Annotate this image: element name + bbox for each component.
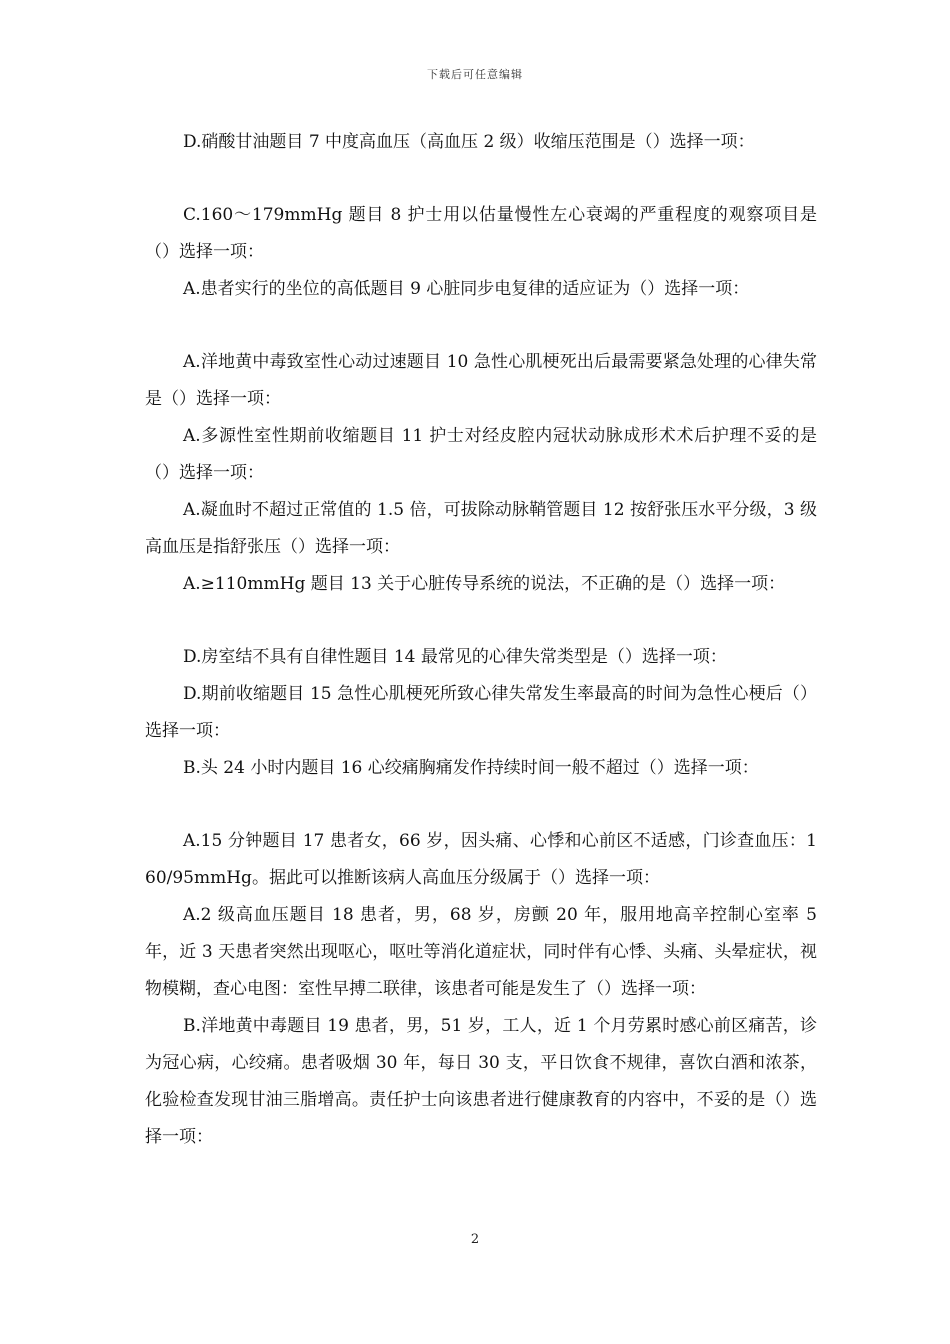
paragraph-q11: A.多源性室性期前收缩题目 11 护士对经皮腔内冠状动脉成形术术后护理不妥的是（）选择一项： [145,426,817,483]
paragraph-q16: B.头 24 小时内题目 16 心绞痛胸痛发作持续时间一般不超过（）选择一项： [183,758,759,778]
paragraph-q14: D.房室结不具有自律性题目 14 最常见的心律失常类型是（）选择一项： [183,647,727,667]
paragraph-q18: A.2 级高血压题目 18 患者，男，68 岁，房颤 20 年，服用地高辛控制心室率 5 年，近 3 天患者突然出现呕心，呕吐等消化道症状，同时伴有心悸、头痛、头晕症状，视物模糊，查心电图：室性早搏二联律，该患者可能是发生了（）选择一项： [145,905,817,999]
page-number: 2 [470,1232,480,1247]
page-header: 下载后可任意编辑 [427,68,523,81]
paragraph-q17: A.15 分钟题目 17 患者女，66 岁，因头痛、心悸和心前区不适感，门诊查血压：160/95mmHg。据此可以推断该病人高血压分级属于（）选择一项： [145,831,817,888]
paragraph-q15: D.期前收缩题目 15 急性心肌梗死所致心律失常发生率最高的时间为急性心梗后（）选择一项： [145,684,817,741]
paragraph-q7: D.硝酸甘油题目 7 中度高血压（高血压 2 级）收缩压范围是（）选择一项： [183,132,755,152]
document-body [145,124,817,1156]
paragraph-q10: A.洋地黄中毒致室性心动过速题目 10 急性心肌梗死出后最需要紧急处理的心律失常是（）选择一项： [145,352,817,409]
paragraph-q13: A.≥110mmHg 题目 13 关于心脏传导系统的说法，不正确的是（）选择一项： [183,574,786,594]
paragraph-q8: C.160～179mmHg 题目 8 护士用以估量慢性左心衰竭的严重程度的观察项目是（）选择一项： [145,205,817,262]
paragraph-q19: B.洋地黄中毒题目 19 患者，男，51 岁，工人，近 1 个月劳累时感心前区痛苦，诊为冠心病，心绞痛。患者吸烟 30 年，每日 30 支，平日饮食不规律，喜饮白酒和浓茶，化验检查发现甘油三脂增高。责任护士向该患者进行健康教育的内容中，不妥的是（）选择一项： [145,1016,817,1147]
paragraph-q9: A.患者实行的坐位的高低题目 9 心脏同步电复律的适应证为（）选择一项： [183,279,750,299]
paragraph-q12: A.凝血时不超过正常值的 1.5 倍，可拔除动脉鞘管题目 12 按舒张压水平分级，3 级高血压是指舒张压（）选择一项： [145,500,817,557]
